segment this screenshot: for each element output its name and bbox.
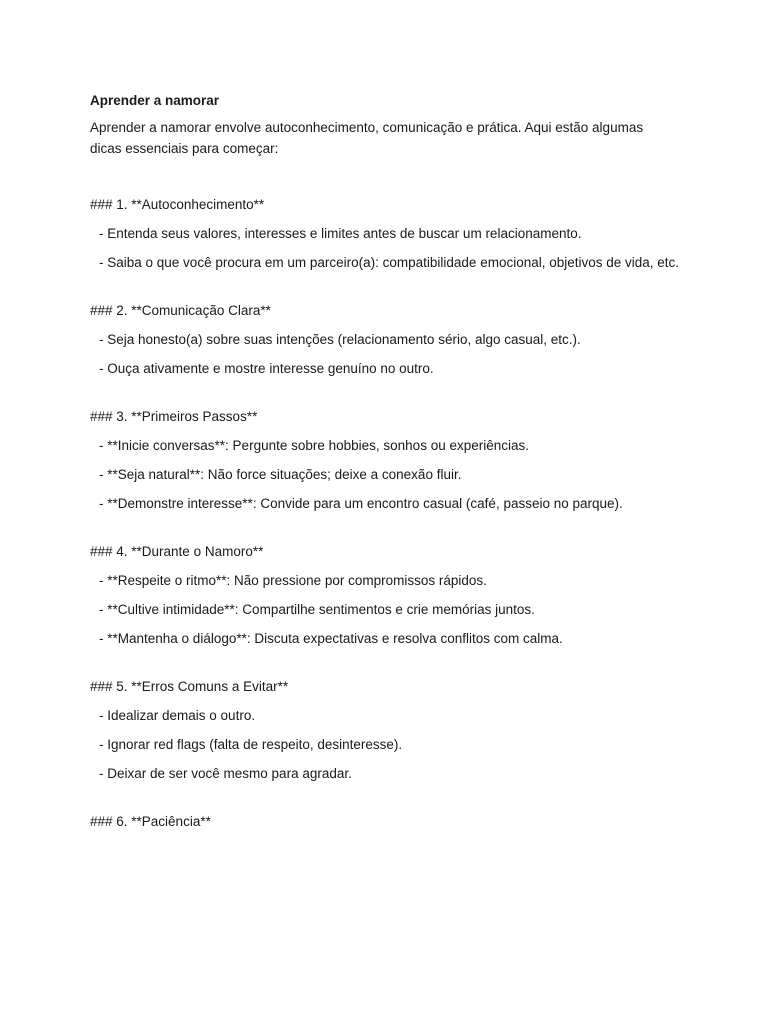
list-item: - **Cultive intimidade**: Compartilhe sentimentos e crie memórias juntos. xyxy=(99,602,535,617)
list-item: - **Inicie conversas**: Pergunte sobre hobbies, sonhos ou experiências. xyxy=(99,438,530,453)
section-heading: ### 5. **Erros Comuns a Evitar** xyxy=(90,679,289,694)
list-item: - **Respeite o ritmo**: Não pressione por compromissos rápidos. xyxy=(99,573,487,588)
document-title: Aprender a namorar xyxy=(90,93,220,108)
list-item: - Idealizar demais o outro. xyxy=(99,708,256,723)
list-item: - **Demonstre interesse**: Convide para um encontro casual (café, passeio no parque). xyxy=(99,496,623,511)
section-heading: ### 1. **Autoconhecimento** xyxy=(90,197,265,212)
section-primeiros-passos xyxy=(90,407,690,514)
list-item: - **Mantenha o diálogo**: Discuta expectativas e resolva conflitos com calma. xyxy=(99,631,563,646)
section-autoconhecimento xyxy=(90,195,690,273)
section-erros-comuns xyxy=(90,677,690,784)
section-heading: ### 6. **Paciência** xyxy=(90,814,211,829)
list-item: - Saiba o que você procura em um parceiro(a): compatibilidade emocional, objetivos de vida, etc. xyxy=(99,255,680,270)
list-item: - Deixar de ser você mesmo para agradar. xyxy=(99,766,352,781)
section-heading: ### 3. **Primeiros Passos** xyxy=(90,409,258,424)
section-heading: ### 2. **Comunicação Clara** xyxy=(90,303,271,318)
document-body xyxy=(90,91,690,860)
list-item: - Seja honesto(a) sobre suas intenções (relacionamento sério, algo casual, etc.). xyxy=(99,332,581,347)
list-item: - Ouça ativamente e mostre interesse genuíno no outro. xyxy=(99,361,434,376)
intro-paragraph: Aprender a namorar envolve autoconhecimento, comunicação e prática. Aqui estão algumas dicas essenciais para começar: xyxy=(90,120,644,156)
section-paciencia xyxy=(90,812,690,832)
list-item: - **Seja natural**: Não force situações; deixe a conexão fluir. xyxy=(99,467,462,482)
section-durante-o-namoro xyxy=(90,542,690,649)
list-item: - Ignorar red flags (falta de respeito, desinteresse). xyxy=(99,737,403,752)
section-heading: ### 4. **Durante o Namoro** xyxy=(90,544,264,559)
list-item: - Entenda seus valores, interesses e limites antes de buscar um relacionamento. xyxy=(99,226,582,241)
section-comunicacao-clara xyxy=(90,301,690,379)
